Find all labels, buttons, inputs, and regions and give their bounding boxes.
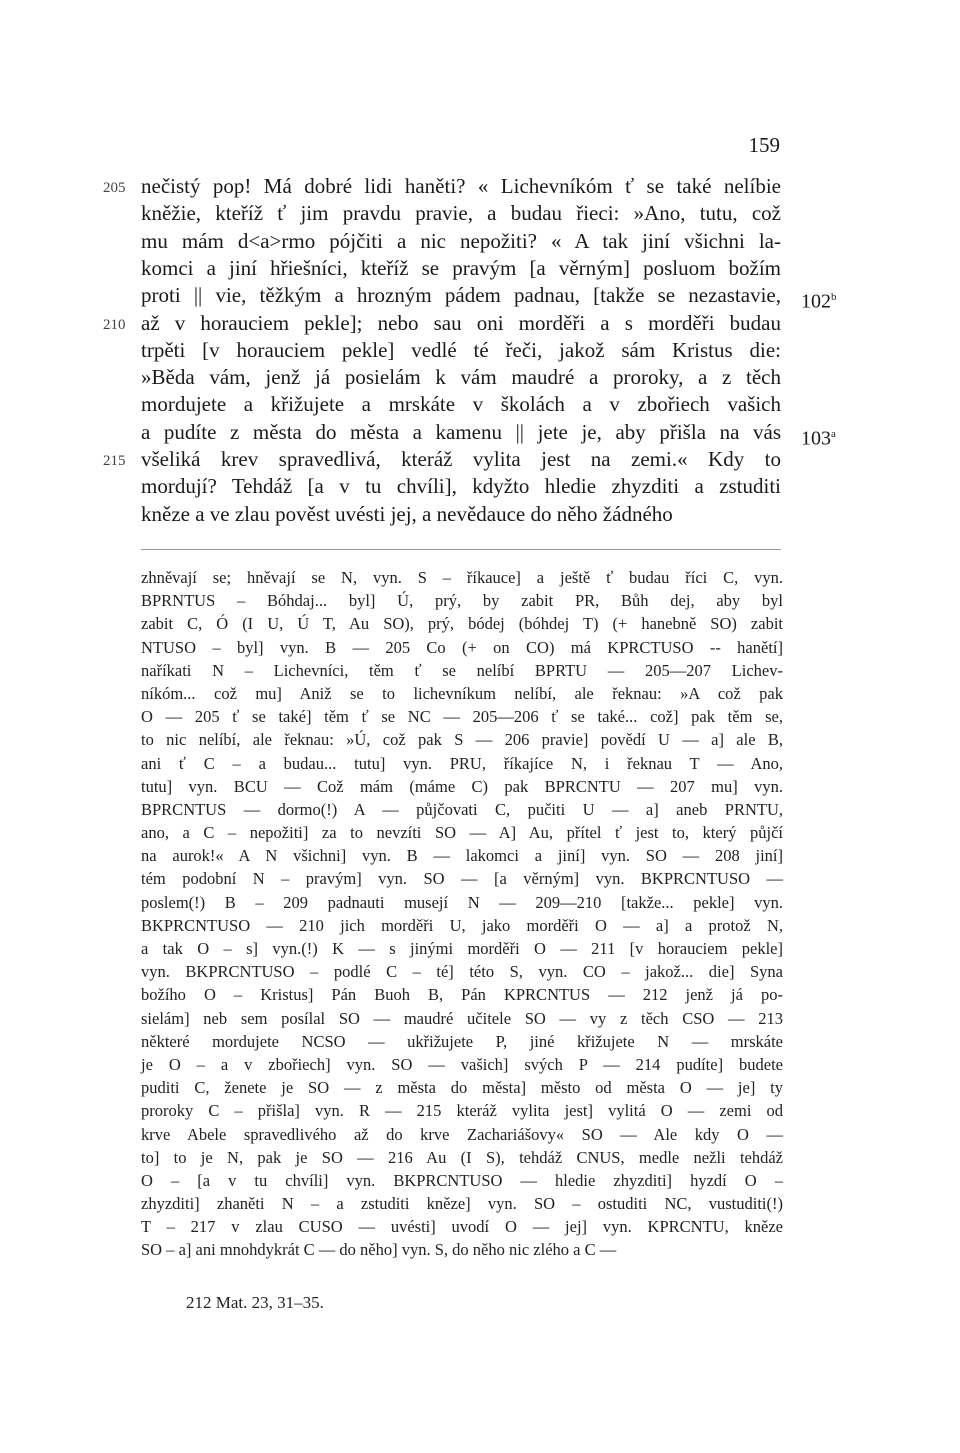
margin-folio-reference	[801, 420, 836, 453]
text-line	[141, 254, 781, 282]
note-line: sielám] neb sem posílal SO — maudré učitele SO — vy z těch CSO — 213	[141, 1008, 783, 1028]
line-text: nečistý pop! Má dobré lidi haněti? « Lichevníkóm ť se také nelíbie	[141, 174, 781, 198]
line-text: mordují? Tehdáž [a v tu chvíli], kdyžto hledie zhyzditi a zstuditi	[141, 474, 781, 499]
note-line: to nic nelíbí, ale řeknau: »Ú, což pak S — 206 pravie] povědí U — a] ale B,	[141, 730, 783, 750]
note-line: je O – a v zbořiech] vyn. SO — vašich] svých P — 214 pudíte] budete	[141, 1054, 783, 1074]
note-line: zabit C, Ó (I U, Ú T, Au SO), prý, bódej (bóhdej T) (+ hanebně SO) zabit	[141, 614, 783, 634]
line-text: mordujete a křižujete a mrskáte v školách a v zbořiech vašich	[141, 392, 781, 417]
note-line: ano, a C – nepožiti] za to nevzíti SO — A] Au, přítel ť jest to, který půjčí	[141, 823, 783, 843]
text-line	[141, 227, 781, 255]
note-line: proroky C – přišla] vyn. R — 215 kteráž vylita jest] vylitá O — zemi od	[141, 1101, 783, 1121]
note-line: BPRCNTUS — dormo(!) A — půjčovati C, pučiti U — a] aneb PRNTU,	[141, 799, 783, 819]
text-line	[141, 363, 781, 391]
note-line: tutu] vyn. BCU — Což mám (máme C) pak BPRCNTU — 207 mu] vyn.	[141, 776, 783, 796]
note-line: naříkati N – Lichevníci, těm ť se nelíbí BPRTU — 205—207 Lichev-	[141, 660, 783, 680]
line-text: komci a jiní hřiešníci, kteříž se pravým [a věrným] posluom božím	[141, 255, 781, 280]
note-line: BPRNTUS – Bóhdaj... byl] Ú, prý, by zabit PR, Bůh dej, aby byl	[141, 591, 783, 611]
text-line	[103, 172, 781, 200]
line-text: mu mám d<a>rmo pójčiti a nic nepožiti? « A tak jiní všichni la-	[141, 228, 781, 253]
line-number: 215	[103, 453, 126, 469]
folio-side: a	[831, 427, 836, 440]
text-line	[103, 445, 781, 473]
text-line	[141, 500, 781, 528]
note-line: SO – a] ani mnohdykrát C — do něho] vyn. S, do něho nic zlého a C —	[141, 1240, 617, 1260]
note-line: NTUSO – byl] vyn. B — 205 Co (+ on CO) má KPRCTUSO -- hanětí]	[141, 637, 783, 657]
note-line: božího O – Kristus] Pán Buoh B, Pán KPRCNTUS — 212 jenž já po-	[141, 985, 783, 1005]
note-line: na aurok!« A N všichni] vyn. B — lakomci a jiní] vyn. SO — 208 jiní]	[141, 846, 783, 866]
text-line	[141, 390, 781, 418]
line-number: 205	[103, 180, 126, 196]
text-line	[141, 199, 781, 227]
line-text: všeliká krev spravedlivá, kteráž vylita jest na zemi.« Kdy to	[141, 447, 781, 471]
line-text: proti || vie, těžkým a hrozným pádem padnau, [takže se nezastavie,	[141, 283, 781, 308]
note-line: T – 217 v zlau CUSO — uvésti] uvodí O — jej] vyn. KPRCNTU, kněze	[141, 1217, 783, 1237]
page-number: 159	[748, 133, 780, 157]
apparatus-notes	[141, 566, 783, 1262]
text-line	[141, 281, 837, 313]
note-line: O — 205 ť se také] těm ť se NC — 205—206 ť se také... což] pak těm se,	[141, 707, 783, 727]
margin-folio-reference	[801, 283, 837, 316]
folio-side: b	[831, 291, 837, 304]
note-line: některé mordujete NCSO — ukřižujete P, jiné křižujete N — mrskáte	[141, 1031, 783, 1051]
note-line: BKPRCNTUSO — 210 jich morděři U, jako morděři O — a] a protož N,	[141, 915, 783, 935]
folio-number: 103	[801, 427, 831, 450]
note-line: ani ť C – a budau... tutu] vyn. PRU, říkajíce N, i řeknau T — Ano,	[141, 753, 783, 773]
line-text: až v horauciem pekle]; nebo sau oni morděři a s morděři budau	[141, 310, 781, 335]
line-text: trpěti [v horauciem pekle] vedlé té řeči, jakož sám Kristus die:	[141, 337, 781, 362]
note-line: to] to je N, pak je SO — 216 Au (I S), tehdáž CNUS, medle nežli tehdáž	[141, 1147, 783, 1167]
note-line: níkóm... což mu] Aniž se to lichevníkum nelíbí, ale řeknau: »A což pak	[141, 683, 783, 703]
line-text: a pudíte z města do města a kamenu || jete je, aby přišla na vás	[141, 419, 781, 444]
line-text: »Běda vám, jenž já posielám k vám maudré a proroky, a z těch	[141, 365, 781, 390]
text-line	[141, 336, 781, 364]
text-line	[141, 418, 836, 450]
note-line: krve Abele spravedlivého až do krve Zachariášovy« SO — Ale kdy O —	[141, 1124, 783, 1144]
text-line	[141, 472, 781, 500]
line-text: kněze a ve zlau pověst uvésti jej, a nevědauce do něho žádného	[141, 501, 673, 526]
line-number: 210	[103, 316, 126, 333]
line-text: kněžie, kteříž ť jim pravdu pravie, a budau řieci: »Ano, tutu, což	[141, 201, 781, 226]
folio-number: 102	[801, 290, 831, 313]
note-line: tém podobní N – pravým] vyn. SO — [a věrným] vyn. BKPRCNTUSO —	[141, 869, 783, 889]
note-line: poslem(!) B – 209 padnauti musejí N — 209—210 [takže... pekle] vyn.	[141, 892, 783, 912]
note-line: zhyzditi] zhaněti N – a zstuditi kněze] vyn. SO – ostuditi NC, vustuditi(!)	[141, 1194, 783, 1214]
note-line: O – [a v tu chvíli] vyn. BKPRCNTUSO — hledie zhyzditi] hyzdí O –	[141, 1170, 783, 1190]
footer-reference: 212 Mat. 23, 31–35.	[186, 1293, 324, 1312]
note-line: a tak O – s] vyn.(!) K — s jinými morděři O — 211 [v horauciem pekle]	[141, 939, 783, 958]
note-line: zhněvají se; hněvají se N, vyn. S – říkauce] a ještě ť budau říci C, vyn.	[141, 568, 783, 587]
note-line: puditi C, ženete je SO — z města do města] město od města O — je] ty	[141, 1078, 783, 1098]
note-line: vyn. BKPRCNTUSO – podlé C – té] této S, vyn. CO – jakož... die] Syna	[141, 962, 783, 982]
text-line	[103, 309, 781, 337]
footnote-rule	[141, 549, 781, 550]
